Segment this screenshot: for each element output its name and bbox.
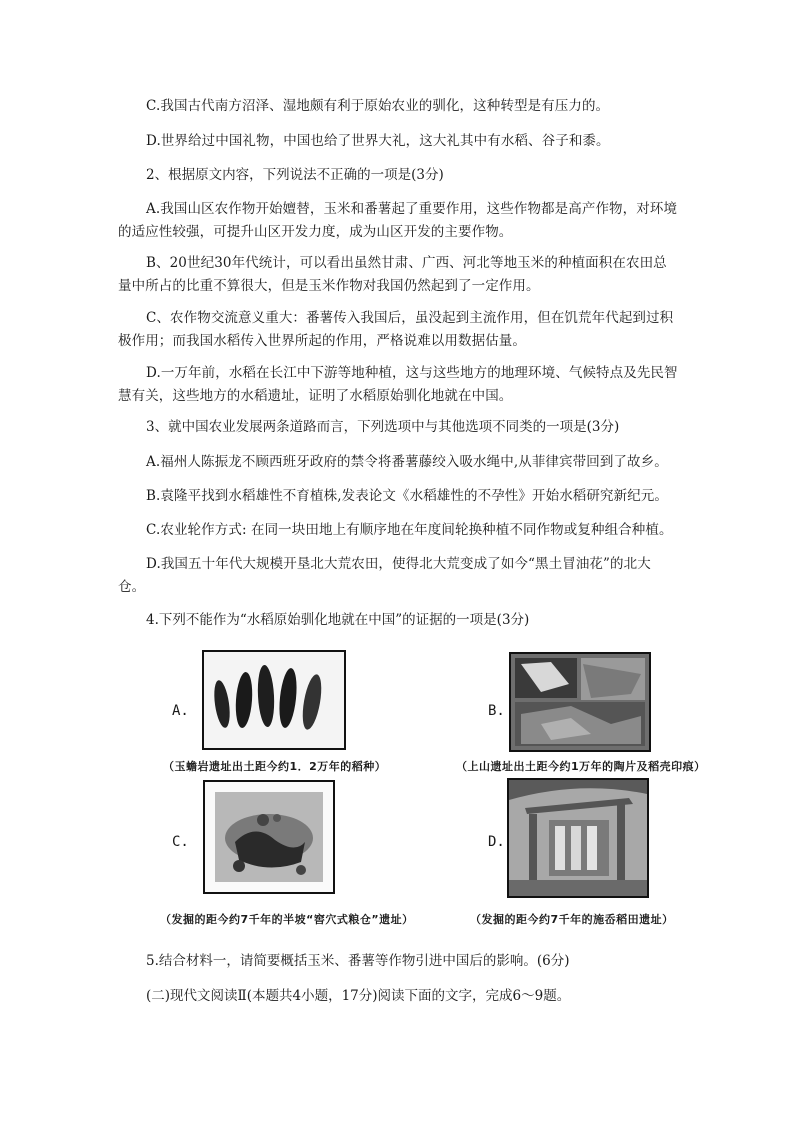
q5-stem: 5.结合材料一，请简要概括玉米、番薯等作物引进中国后的影响。(6分) [146, 953, 570, 969]
q2-option-a: A.我国山区农作物开始嬗替，玉米和番薯起了重要作用，这些作物都是高产作物，对环境的适应性较强，可提升山区开发力度，成为山区开发的主要作物。 [118, 201, 678, 240]
q2-stem: 2、根据原文内容，下列说法不正确的一项是(3分) [146, 167, 444, 183]
rice-field-site-illustration [509, 780, 647, 896]
figure-c-image [203, 780, 335, 894]
q3-option-c: C.农业轮作方式: 在同一块田地上有顺序地在年度间轮换种植不同作物或复种组合种植。 [146, 522, 673, 538]
section-heading: (二)现代文阅读Ⅱ(本题共4小题，17分)阅读下面的文字，完成6～9题。 [146, 988, 571, 1004]
q3-stem: 3、就中国农业发展两条道路而言，下列选项中与其他选项不同类的一项是(3分) [146, 419, 620, 435]
q1-option-d: D.世界给过中国礼物，中国也给了世界大礼，这大礼其中有水稻、谷子和黍。 [146, 133, 610, 149]
q3-option-d: D.我国五十年代大规模开垦北大荒农田，使得北大荒变成了如今“黑土冒油花”的北大仓。 [118, 556, 651, 595]
q4-stem: 4.下列不能作为“水稻原始驯化地就在中国”的证据的一项是(3分) [146, 612, 530, 628]
q2-option-d: D.一万年前，水稻在长江中下游等地种植，这与这些地方的地理环境、气候特点及先民智慧有关，这些地方的水稻遗址，证明了水稻原始驯化地就在中国。 [118, 365, 678, 404]
q3-option-b: B.袁隆平找到水稻雄性不育植株,发表论文《水稻雄性的不孕性》开始水稻研究新纪元。 [146, 488, 669, 504]
figure-d-letter: D. [488, 834, 505, 850]
figure-a-caption: （玉蟾岩遗址出土距今约1．2万年的稻种） [163, 760, 387, 773]
pottery-shards-illustration [511, 654, 649, 750]
rice-seeds-illustration [204, 652, 344, 748]
granary-pit-illustration [205, 782, 333, 892]
figure-b-caption: （上山遗址出土距今约1万年的陶片及稻壳印痕） [456, 760, 706, 773]
figure-b-letter: B. [488, 703, 505, 719]
q3-option-a: A.福州人陈振龙不顾西班牙政府的禁令将番薯藤绞入吸水绳中,从菲律宾带回到了故乡。 [146, 454, 668, 470]
figure-d-image [507, 778, 649, 898]
q2-option-c: C、农作物交流意义重大：番薯传入我国后，虽没起到主流作用，但在饥荒年代起到过积极作用；而我国水稻传入世界所起的作用，严格说难以用数据估量。 [118, 310, 674, 349]
q1-option-c: C.我国古代南方沼泽、湿地颇有利于原始农业的驯化，这种转型是有压力的。 [146, 98, 610, 114]
q2-option-b: B、20世纪30年代统计，可以看出虽然甘肃、广西、河北等地玉米的种植面积在农田总量中所占的比重不算很大，但是玉米作物对我国仍然起到了一定作用。 [118, 255, 667, 294]
figure-b-image [509, 652, 651, 752]
figure-c-letter: C. [172, 834, 189, 850]
figure-d-caption: （发掘的距今约7千年的施岙稻田遗址） [470, 913, 674, 926]
figure-c-caption: （发掘的距今约7千年的半坡“窖穴式粮仓”遗址） [160, 913, 414, 926]
figure-a-image [202, 650, 346, 750]
figure-a-letter: A. [172, 703, 189, 719]
